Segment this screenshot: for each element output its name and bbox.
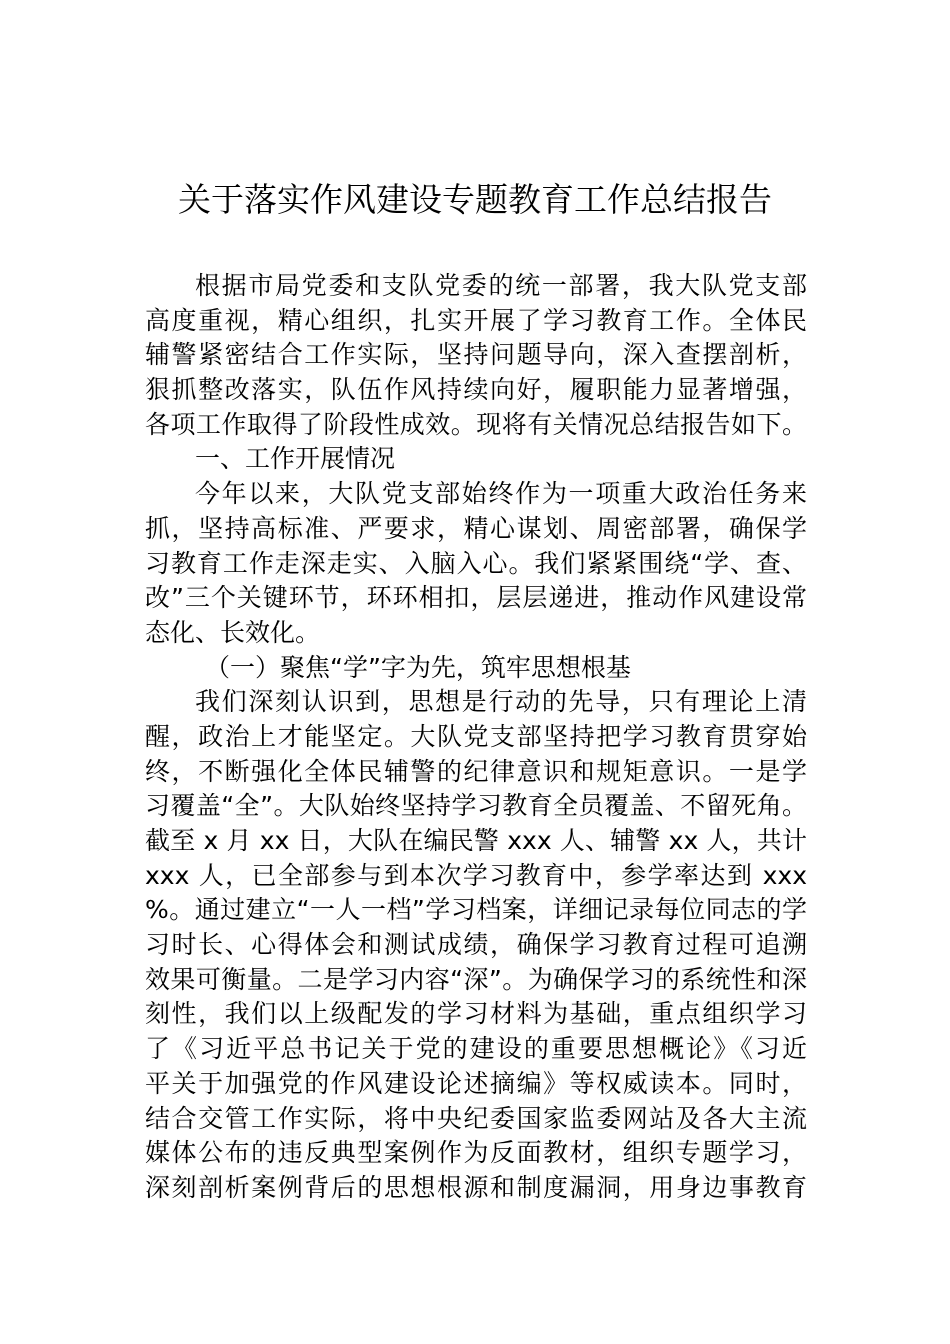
paragraph-line: 平关于加强党的作风建设论述摘编》等权威读本。同时， [145,1068,807,1098]
paragraph-line: 结合交管工作实际，将中央纪委国家监委网站及各大主流 [145,1103,807,1133]
document-title: 关于落实作风建设专题教育工作总结报告 [178,180,772,219]
paragraph-line: 了《习近平总书记关于党的建设的重要思想概论》《习近 [145,1034,807,1064]
paragraph-line: 今年以来，大队党支部始终作为一项重大政治任务来 [195,479,807,509]
section-heading-line: （一）聚焦“学”字为先，筑牢思想根基 [205,652,631,682]
paragraph-line: 狠抓整改落实，队伍作风持续向好，履职能力显著增强， [145,375,807,405]
paragraph-line: 终，不断强化全体民辅警的纪律意识和规矩意识。一是学 [145,756,807,786]
paragraph-line: 态化、长效化。 [145,617,321,647]
paragraph-line: 刻性，我们以上级配发的学习材料为基础，重点组织学习 [145,999,807,1029]
paragraph-line: %。通过建立“一人一档”学习档案，详细记录每位同志的学 [145,895,807,925]
paragraph-line: 截至 x 月 xx 日，大队在编民警 xxx 人、辅警 xx 人，共计 [145,826,807,855]
paragraph-line: 高度重视，精心组织，扎实开展了学习教育工作。全体民 [145,305,807,335]
paragraph-line: 醒，政治上才能坚定。大队党支部坚持把学习教育贯穿始 [145,721,807,751]
paragraph-line: 各项工作取得了阶段性成效。现将有关情况总结报告如下。 [145,409,807,439]
paragraph-line: 习时长、心得体会和测试成绩，确保学习教育过程可追溯 [145,930,807,960]
section-heading-line: 一、工作开展情况 [195,444,396,474]
paragraph-line: 辅警紧密结合工作实际，坚持问题导向，深入查摆剖析， [145,340,807,370]
paragraph-line: 根据市局党委和支队党委的统一部署，我大队党支部 [195,271,807,300]
paragraph-line: 抓，坚持高标准、严要求，精心谋划、周密部署，确保学 [145,513,807,543]
document-body [145,269,807,1206]
paragraph-line: 效果可衡量。二是学习内容“深”。为确保学习的系统性和深 [145,964,807,994]
paragraph-line: 改”三个关键环节，环环相扣，层层递进，推动作风建设常 [145,583,807,613]
paragraph-line: 习教育工作走深走实、入脑入心。我们紧紧围绕“学、查、 [145,548,807,578]
paragraph-line: 习覆盖“全”。大队始终坚持学习教育全员覆盖、不留死角。 [145,791,807,821]
paragraph-line: 深刻剖析案例背后的思想根源和制度漏洞，用身边事教育 [145,1172,807,1202]
paragraph-line: xxx 人，已全部参与到本次学习教育中，参学率达到 xxx [145,860,807,890]
paragraph-line: 我们深刻认识到，思想是行动的先导，只有理论上清 [195,687,807,717]
paragraph-line: 媒体公布的违反典型案例作为反面教材，组织专题学习， [145,1138,807,1168]
